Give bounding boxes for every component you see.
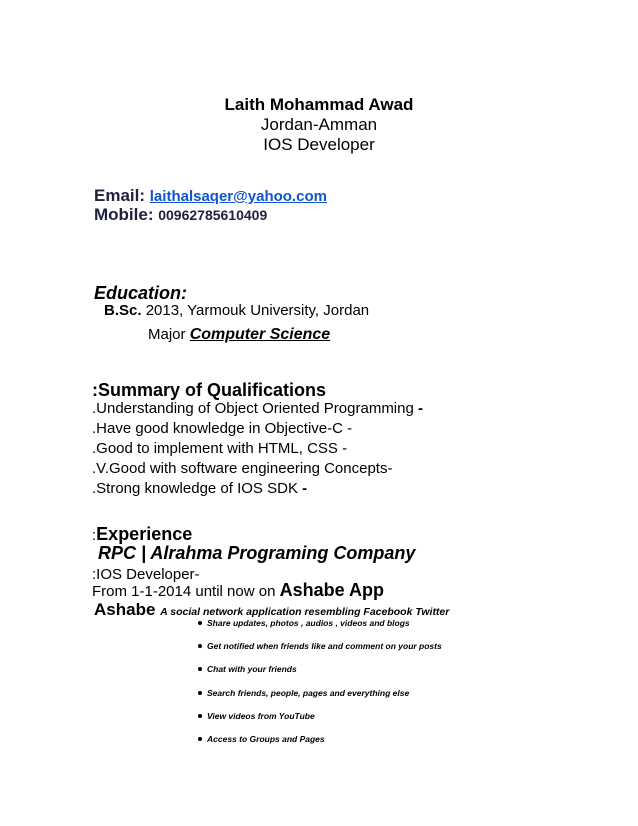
bullet-icon (198, 644, 202, 648)
bullet-icon (198, 737, 202, 741)
summary-item (92, 400, 423, 417)
feature-text: Get notified when friends like and comment on your posts (207, 641, 442, 652)
summary-item-text: .V.Good with software engineering Concepts- (92, 460, 393, 477)
education-degree-line (104, 302, 369, 319)
bullet-icon (198, 691, 202, 695)
job-period (92, 580, 384, 601)
summary-item-dash: - (418, 400, 423, 417)
job-period-text: From 1-1-2014 until now on (92, 583, 276, 600)
degree: B.Sc. (104, 302, 142, 319)
feature-item (198, 733, 442, 756)
bullet-icon (198, 667, 202, 671)
feature-text: Chat with your friends (207, 664, 297, 675)
experience-heading-colon: : (92, 527, 97, 544)
summary-item (92, 460, 392, 477)
major-line (148, 326, 330, 344)
bullet-icon (198, 714, 202, 718)
company-name: RPC | Alrahma Programing Company (98, 543, 416, 563)
feature-text: Access to Groups and Pages (207, 733, 325, 744)
candidate-name: Laith Mohammad Awad (224, 95, 414, 114)
summary-item-dash: - (302, 480, 308, 497)
mobile-label: Mobile: (94, 205, 154, 224)
feature-text: Share updates, photos , audios , videos and blogs (207, 618, 410, 628)
email-label: Email: (94, 186, 146, 205)
education-heading: Education: (94, 283, 187, 303)
major-label: Major (148, 326, 186, 343)
feature-item (198, 710, 442, 733)
feature-item (198, 617, 442, 640)
feature-item (198, 663, 442, 686)
summary-item (92, 420, 352, 437)
summary-item (92, 480, 307, 497)
app-description: A social network application resembling Facebook Twitter (160, 606, 450, 618)
mobile-row (94, 205, 267, 225)
mobile-value: 00962785610409 (158, 207, 268, 223)
experience-heading-text: Experience (96, 524, 193, 544)
email-row (94, 186, 327, 206)
summary-heading: :Summary of Qualifications (92, 380, 327, 400)
app-name: Ashabe App (279, 580, 384, 600)
bullet-icon (198, 621, 202, 625)
candidate-location: Jordan-Amman (260, 115, 378, 134)
feature-item (198, 687, 442, 710)
email-link[interactable]: laithalsaqer@yahoo.com (149, 188, 327, 205)
summary-item-text: .Have good knowledge in Objective-C - (92, 420, 353, 437)
app-label: Ashabe (94, 600, 156, 619)
summary-item-text: .Understanding of Object Oriented Programming (92, 400, 414, 417)
summary-item-text: .Strong knowledge of IOS SDK (92, 480, 298, 497)
major-value: Computer Science (189, 326, 331, 343)
summary-item (92, 440, 347, 457)
candidate-title: IOS Developer (263, 135, 375, 154)
feature-item (198, 640, 442, 663)
feature-text: View videos from YouTube (207, 710, 315, 721)
feature-list (198, 617, 442, 756)
degree-detail: 2013, Yarmouk University, Jordan (145, 302, 370, 319)
experience-heading (92, 524, 192, 545)
feature-text: Search friends, people, pages and everything else (207, 687, 410, 698)
job-role: :IOS Developer- (92, 566, 200, 583)
summary-item-text: .Good to implement with HTML, CSS - (92, 440, 348, 457)
